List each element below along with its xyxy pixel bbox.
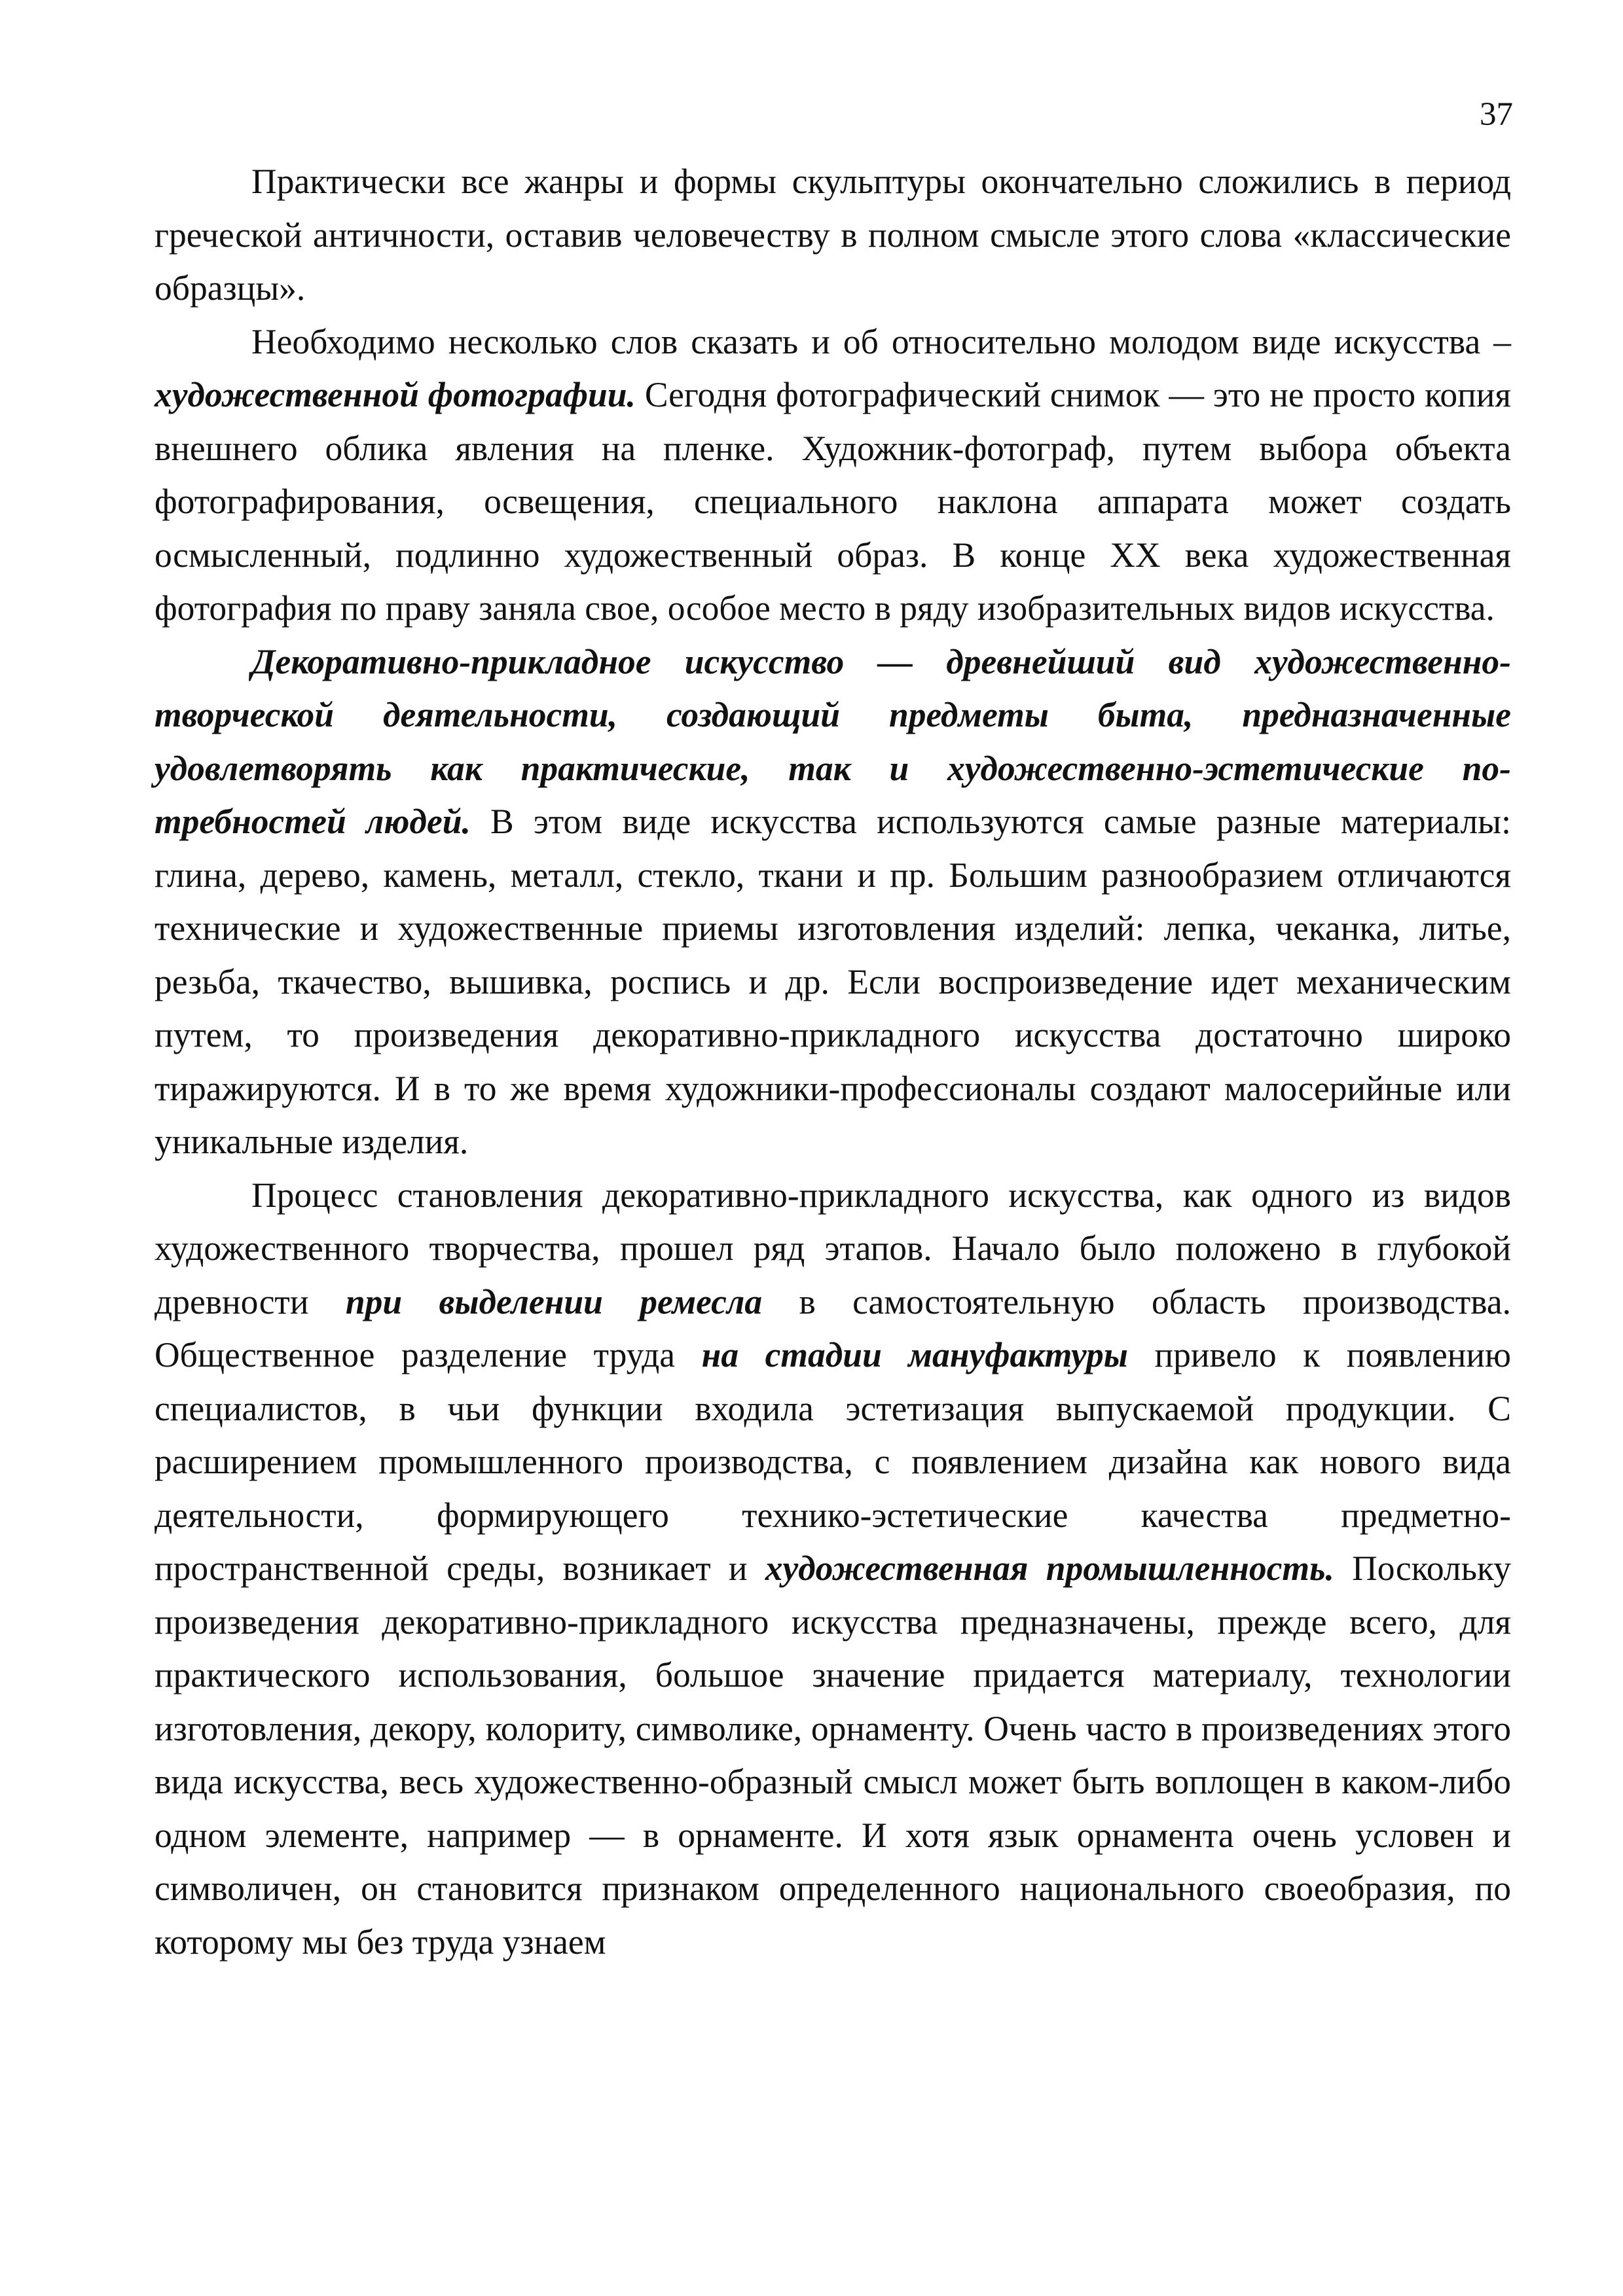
emphasis-manufactory-stage: на стадии мануфактуры bbox=[701, 1335, 1128, 1374]
paragraph-text: в самостоятельную область производства. Общественное разделение труда bbox=[155, 1282, 1511, 1374]
paragraph-art-photography bbox=[155, 315, 1511, 636]
paragraph-text: Практически все жанры и формы скульптуры окончательно сложились в период греческой античности, оставив человечеству в полном смысле этого слова «классические образцы». bbox=[155, 162, 1511, 308]
page-number: 37 bbox=[1480, 96, 1513, 133]
paragraph-text: Процесс становления декоративно-прикладного искусства, как одного из видов художественного творчества, прошел ряд этапов. Начало было положено в глубокой древности bbox=[155, 1175, 1511, 1321]
paragraph-greek-sculpture bbox=[155, 155, 1511, 315]
paragraph-development-stages bbox=[155, 1169, 1511, 1969]
emphasis-art-photography: художественной фотографии. bbox=[155, 375, 636, 414]
paragraph-text: Поскольку произведения декоративно-прикладного искусства предназначены, прежде всего, для практического использования, большое значение придается материалу, технологии изготовления, декору, колориту, символике, орнаменту. Очень часто в произведениях этого вида искусства, весь художественно-образный смысл может быть воплощен в каком-либо одном элементе, например — в орнаменте. И хотя язык орнамента очень условен и символичен, он становится признаком определенного национального своеобразия, по которому мы без труда узнаем bbox=[155, 1549, 1511, 1962]
paragraph-text: Необходимо несколько слов сказать и об относительно молодом виде искусства – bbox=[251, 321, 1511, 361]
paragraph-text: Сегодня фотографический снимок — это не просто копия внешнего облика явления на пленке. Художник-фотограф, путем выбора объекта фотографирования, освещения, специального наклона аппарата может создать осмысленный, подлинно художественный образ. В конце XX века художественная фотография по праву заняла свое, особое место в ряду изобразительных видов искусства. bbox=[155, 375, 1511, 628]
paragraph-text: В этом виде искусства используются самые разные материалы: глина, дерево, камень, металл, стекло, ткани и пр. Большим разнообразием отличаются технические и художественные приемы изготовления изделий: лепка, чеканка, литье, резьба, ткачество, вышивка, роспись и др. Если воспроизведение идет механическим путем, то произведения декоративно-прикладного искусства достаточно широко тиражируются. И в то же время художники-профессионалы создают малосерийные или уникальные изделия. bbox=[155, 802, 1511, 1161]
emphasis-art-industry: художественная промышленность. bbox=[765, 1549, 1334, 1588]
paragraph-decorative-applied-art bbox=[155, 636, 1511, 1169]
body-text bbox=[155, 155, 1511, 1969]
emphasis-craft-separation: при выделении ремесла bbox=[345, 1282, 763, 1321]
paragraph-text: привело к появлению специалистов, в чьи функции входила эстетизация выпускаемой продукции. С расширением промышленного производства, с появлением дизайна как нового вида деятельности, формирующего технико-эстетические качества предметно-пространственной среды, возникает и bbox=[155, 1335, 1511, 1588]
emphasis-definition: Декоративно-прикладное искусство — древнейший вид художественно-творческой деятельности, создающий предметы быта, предназначенные удовлетворять как практические, так и художественно-эстетические потребностей людей. bbox=[155, 641, 1511, 841]
